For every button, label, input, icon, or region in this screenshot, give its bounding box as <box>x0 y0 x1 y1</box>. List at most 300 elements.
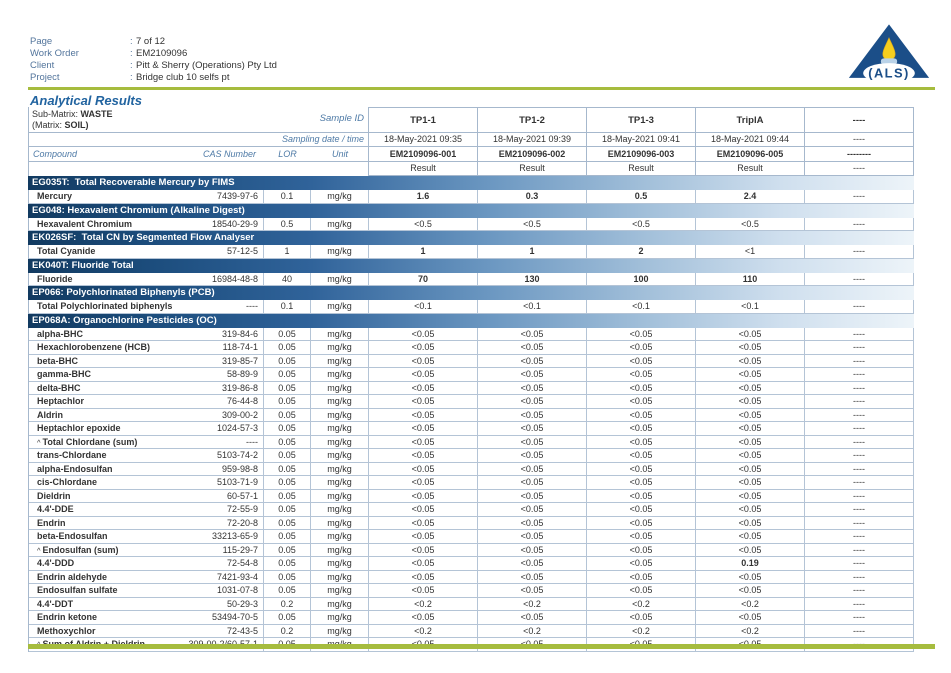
header-field-value: Bridge club 10 selfs pt <box>136 72 230 83</box>
result-value: <0.05 <box>587 490 696 504</box>
result-label-cell: Result <box>478 162 587 176</box>
result-value: <0.05 <box>369 490 478 504</box>
result-value: <0.05 <box>696 436 805 450</box>
compound-name: Heptachlor epoxide <box>29 422 184 436</box>
result-value: ---- <box>805 190 914 204</box>
cas-number: 319-86-8 <box>184 382 264 396</box>
unit-value: mg/kg <box>311 300 369 314</box>
lor-value: 0.05 <box>264 368 311 382</box>
unit-value: mg/kg <box>311 368 369 382</box>
lor-value: 0.05 <box>264 395 311 409</box>
result-value: <0.05 <box>369 517 478 531</box>
result-value: 1 <box>478 245 587 259</box>
result-value: <0.2 <box>696 598 805 612</box>
column-headers <box>29 147 369 162</box>
result-value: <0.05 <box>478 557 587 571</box>
footnote-caret: ^ <box>37 545 41 555</box>
result-value: ---- <box>805 530 914 544</box>
method-sections <box>28 176 914 652</box>
compound-name: ^ Total Chlordane (sum) <box>29 436 184 450</box>
result-value: <0.05 <box>369 557 478 571</box>
result-value: <0.05 <box>369 395 478 409</box>
unit-value: mg/kg <box>311 517 369 531</box>
result-value: <0.05 <box>478 341 587 355</box>
lor-value: 0.2 <box>264 625 311 639</box>
result-value: <0.05 <box>478 584 587 598</box>
result-value: <0.05 <box>587 436 696 450</box>
result-value: <0.2 <box>369 625 478 639</box>
section-header: EG048: Hexavalent Chromium (Alkaline Digest) <box>28 204 914 218</box>
result-value: 1.6 <box>369 190 478 204</box>
lor-value: 0.1 <box>264 300 311 314</box>
result-value: <0.05 <box>369 449 478 463</box>
result-value: <0.05 <box>696 449 805 463</box>
result-value: <0.05 <box>587 341 696 355</box>
result-value: <0.05 <box>696 611 805 625</box>
result-value: <0.1 <box>369 300 478 314</box>
result-value: <0.05 <box>587 395 696 409</box>
compound-name: delta-BHC <box>29 382 184 396</box>
header-field <box>30 60 277 72</box>
header-field-value: Pitt & Sherry (Operations) Pty Ltd <box>136 60 277 71</box>
table-row <box>28 503 914 517</box>
header-field-separator: : <box>130 72 133 83</box>
result-value: <0.05 <box>696 476 805 490</box>
section-header: EK040T: Fluoride Total <box>28 259 914 273</box>
unit-value: mg/kg <box>311 273 369 287</box>
result-value: <0.05 <box>587 368 696 382</box>
result-value: <0.05 <box>369 422 478 436</box>
table-row <box>28 571 914 585</box>
result-value: <0.2 <box>587 598 696 612</box>
compound-name: Hexachlorobenzene (HCB) <box>29 341 184 355</box>
cas-number: 118-74-1 <box>184 341 264 355</box>
compound-name: Total Polychlorinated biphenyls <box>29 300 184 314</box>
sampling-label: Sampling date / time <box>29 133 369 147</box>
sample-id-header-row <box>28 107 914 133</box>
result-value: <0.05 <box>696 503 805 517</box>
header-field-separator: : <box>130 48 133 59</box>
header-field-label: Client <box>30 60 55 71</box>
header-field-value: EM2109096 <box>136 48 188 59</box>
result-value: <0.05 <box>369 544 478 558</box>
table-row <box>28 218 914 232</box>
cas-number: 959-98-8 <box>184 463 264 477</box>
result-value: ---- <box>805 409 914 423</box>
result-value: <0.05 <box>369 584 478 598</box>
compound-name: 4.4'-DDD <box>29 557 184 571</box>
unit-value: mg/kg <box>311 625 369 639</box>
result-value: <0.5 <box>587 218 696 232</box>
compound-name: Aldrin <box>29 409 184 423</box>
result-value: ---- <box>805 422 914 436</box>
result-value: 0.19 <box>696 557 805 571</box>
unit-value: mg/kg <box>311 598 369 612</box>
cas-number: 60-57-1 <box>184 490 264 504</box>
table-row <box>28 544 914 558</box>
compound-name: Total Cyanide <box>29 245 184 259</box>
result-label-cell: Result <box>369 162 478 176</box>
result-value: <0.05 <box>369 436 478 450</box>
lor-value: 0.05 <box>264 544 311 558</box>
unit-value: mg/kg <box>311 382 369 396</box>
unit-value: mg/kg <box>311 530 369 544</box>
sampling-datetime-cell: 18-May-2021 09:35 <box>369 133 478 147</box>
table-row <box>28 368 914 382</box>
unit-value: mg/kg <box>311 490 369 504</box>
result-value: <0.2 <box>587 625 696 639</box>
result-value: <0.05 <box>369 409 478 423</box>
result-value: ---- <box>805 598 914 612</box>
result-value: <0.05 <box>369 382 478 396</box>
result-value: ---- <box>805 382 914 396</box>
result-value: <0.05 <box>587 355 696 369</box>
compound-name: trans-Chlordane <box>29 449 184 463</box>
result-label-cell: Result <box>587 162 696 176</box>
result-value: <0.05 <box>478 530 587 544</box>
result-value: <0.05 <box>696 341 805 355</box>
result-value: <0.05 <box>696 544 805 558</box>
lab-id-cell: EM2109096-001 <box>369 147 478 162</box>
compound-name: Methoxychlor <box>29 625 184 639</box>
lor-value: 0.05 <box>264 557 311 571</box>
table-row <box>28 436 914 450</box>
compound-name: alpha-Endosulfan <box>29 463 184 477</box>
result-value: 130 <box>478 273 587 287</box>
cas-number: ---- <box>184 436 264 450</box>
cas-number: ---- <box>184 300 264 314</box>
compound-name: ^ Endosulfan (sum) <box>29 544 184 558</box>
compound-name: Endrin ketone <box>29 611 184 625</box>
column-header-row <box>28 147 914 162</box>
table-row <box>28 395 914 409</box>
sample-id-cell: TP1-1 <box>369 107 478 133</box>
result-value: <0.05 <box>478 355 587 369</box>
lor-value: 0.05 <box>264 530 311 544</box>
lor-value: 1 <box>264 245 311 259</box>
header-field-separator: : <box>130 60 133 71</box>
result-value: 2.4 <box>696 190 805 204</box>
lor-value: 0.05 <box>264 328 311 342</box>
table-row <box>28 530 914 544</box>
submatrix-label: Sub-Matrix: <box>32 109 79 119</box>
sample-id-cell: TP1-3 <box>587 107 696 133</box>
header-field-separator: : <box>130 36 133 47</box>
result-value: ---- <box>805 463 914 477</box>
result-value: <0.05 <box>587 463 696 477</box>
result-value: <0.05 <box>696 584 805 598</box>
report-header-fields <box>30 36 277 84</box>
table-row <box>28 463 914 477</box>
unit-value: mg/kg <box>311 571 369 585</box>
cas-number: 1031-07-8 <box>184 584 264 598</box>
submatrix-cell <box>29 107 369 133</box>
result-value: ---- <box>805 544 914 558</box>
result-value: <0.1 <box>478 300 587 314</box>
result-value: ---- <box>805 355 914 369</box>
section-header: EP066: Polychlorinated Biphenyls (PCB) <box>28 286 914 300</box>
cas-number: 309-00-2 <box>184 409 264 423</box>
result-value: <0.05 <box>587 382 696 396</box>
result-value: <0.05 <box>478 463 587 477</box>
result-value: <0.05 <box>478 436 587 450</box>
result-value: <0.2 <box>369 598 478 612</box>
result-value: <0.05 <box>587 422 696 436</box>
unit-value: mg/kg <box>311 544 369 558</box>
result-value: <0.05 <box>369 571 478 585</box>
section-header: EP068A: Organochlorine Pesticides (OC) <box>28 314 914 328</box>
result-value: <0.05 <box>696 463 805 477</box>
result-value: <0.2 <box>696 625 805 639</box>
result-value: 1 <box>369 245 478 259</box>
cas-number: 1024-57-3 <box>184 422 264 436</box>
result-value: <0.05 <box>478 611 587 625</box>
sampling-datetime-cell: 18-May-2021 09:44 <box>696 133 805 147</box>
lor-value: 0.05 <box>264 571 311 585</box>
result-value: ---- <box>805 557 914 571</box>
unit-column-header: Unit <box>331 149 348 159</box>
compound-name: alpha-BHC <box>29 328 184 342</box>
cas-number: 72-54-8 <box>184 557 264 571</box>
cas-number: 58-89-9 <box>184 368 264 382</box>
compound-name: beta-Endosulfan <box>29 530 184 544</box>
page-title: Analytical Results <box>30 93 142 108</box>
result-value: <0.05 <box>369 368 478 382</box>
result-value: <0.05 <box>696 490 805 504</box>
result-value: 110 <box>696 273 805 287</box>
result-value: <0.2 <box>478 625 587 639</box>
result-value: <0.05 <box>478 449 587 463</box>
unit-value: mg/kg <box>311 422 369 436</box>
unit-value: mg/kg <box>311 409 369 423</box>
unit-value: mg/kg <box>311 584 369 598</box>
cas-number: 5103-71-9 <box>184 476 264 490</box>
cas-number: 33213-65-9 <box>184 530 264 544</box>
compound-name: Fluoride <box>29 273 184 287</box>
table-row <box>28 341 914 355</box>
top-divider <box>28 87 935 90</box>
result-value: <0.05 <box>587 584 696 598</box>
result-value: <0.05 <box>369 341 478 355</box>
als-logo-icon <box>846 22 932 88</box>
result-value: <0.5 <box>478 218 587 232</box>
lor-column-header: LOR <box>278 149 297 159</box>
result-value: <0.05 <box>369 611 478 625</box>
result-value: ---- <box>805 571 914 585</box>
result-row-spacer <box>29 162 369 176</box>
lor-value: 0.05 <box>264 409 311 423</box>
lor-value: 0.05 <box>264 476 311 490</box>
unit-value: mg/kg <box>311 395 369 409</box>
table-row <box>28 190 914 204</box>
result-value: <0.05 <box>369 503 478 517</box>
result-value: <0.05 <box>587 476 696 490</box>
result-label-cell: Result <box>696 162 805 176</box>
result-value: <0.05 <box>369 328 478 342</box>
result-value: <0.5 <box>696 218 805 232</box>
header-field-label: Page <box>30 36 53 47</box>
result-value: <0.05 <box>587 503 696 517</box>
result-value: <0.05 <box>478 422 587 436</box>
result-value: <0.05 <box>369 463 478 477</box>
result-value: <0.05 <box>587 328 696 342</box>
unit-value: mg/kg <box>311 218 369 232</box>
lor-value: 0.05 <box>264 355 311 369</box>
table-row <box>28 273 914 287</box>
cas-column-header: CAS Number <box>202 149 256 159</box>
result-value: <0.05 <box>587 571 696 585</box>
cas-number: 115-29-7 <box>184 544 264 558</box>
result-value: <0.05 <box>587 557 696 571</box>
result-value: <0.2 <box>478 598 587 612</box>
lor-value: 0.05 <box>264 382 311 396</box>
unit-value: mg/kg <box>311 449 369 463</box>
result-value: ---- <box>805 490 914 504</box>
matrix-label: (Matrix: <box>32 120 62 130</box>
sample-id-cell: TriplA <box>696 107 805 133</box>
result-value: 70 <box>369 273 478 287</box>
unit-value: mg/kg <box>311 463 369 477</box>
analytical-results-table <box>28 107 914 652</box>
result-value: ---- <box>805 584 914 598</box>
compound-name: Hexavalent Chromium <box>29 218 184 232</box>
result-value: <0.05 <box>587 449 696 463</box>
cas-number: 5103-74-2 <box>184 449 264 463</box>
section-header: EG035T: Total Recoverable Mercury by FIMS <box>28 176 914 190</box>
result-value: <0.05 <box>478 544 587 558</box>
lor-value: 0.5 <box>264 218 311 232</box>
result-value: ---- <box>805 395 914 409</box>
compound-name: gamma-BHC <box>29 368 184 382</box>
cas-number: 50-29-3 <box>184 598 264 612</box>
sample-id-label: Sample ID <box>319 113 364 124</box>
result-value: <0.05 <box>587 611 696 625</box>
compound-column-header: Compound <box>33 149 78 159</box>
result-value: <0.05 <box>478 409 587 423</box>
table-row <box>28 598 914 612</box>
lor-value: 0.05 <box>264 463 311 477</box>
result-value: <0.05 <box>696 382 805 396</box>
result-label-cell: ---- <box>805 162 914 176</box>
compound-name: Dieldrin <box>29 490 184 504</box>
table-row <box>28 328 914 342</box>
table-row <box>28 625 914 639</box>
result-value: ---- <box>805 300 914 314</box>
cas-number: 16984-48-8 <box>184 273 264 287</box>
svg-text:(ALS): (ALS) <box>868 65 910 81</box>
unit-value: mg/kg <box>311 341 369 355</box>
lor-value: 0.05 <box>264 490 311 504</box>
result-value: <0.05 <box>478 395 587 409</box>
lor-value: 0.05 <box>264 517 311 531</box>
bottom-divider <box>28 644 935 649</box>
result-value: ---- <box>805 341 914 355</box>
table-row <box>28 355 914 369</box>
unit-value: mg/kg <box>311 190 369 204</box>
table-row <box>28 382 914 396</box>
result-value: ---- <box>805 436 914 450</box>
table-row <box>28 409 914 423</box>
cas-number: 72-55-9 <box>184 503 264 517</box>
result-value: <0.05 <box>478 328 587 342</box>
footnote-caret: ^ <box>37 437 41 447</box>
result-value: 100 <box>587 273 696 287</box>
compound-name: 4.4'-DDE <box>29 503 184 517</box>
result-value: <0.05 <box>478 517 587 531</box>
cas-number: 76-44-8 <box>184 395 264 409</box>
result-value: ---- <box>805 245 914 259</box>
compound-name: 4.4'-DDT <box>29 598 184 612</box>
unit-value: mg/kg <box>311 436 369 450</box>
cas-number: 319-84-6 <box>184 328 264 342</box>
result-value: 2 <box>587 245 696 259</box>
result-value: ---- <box>805 625 914 639</box>
matrix-value: SOIL) <box>64 120 89 130</box>
table-row <box>28 476 914 490</box>
result-value: <0.05 <box>587 530 696 544</box>
table-row <box>28 611 914 625</box>
result-value: <0.05 <box>478 382 587 396</box>
lor-value: 0.2 <box>264 598 311 612</box>
result-value: <0.5 <box>369 218 478 232</box>
table-row <box>28 517 914 531</box>
sampling-datetime-cell: ---- <box>805 133 914 147</box>
cas-number: 72-43-5 <box>184 625 264 639</box>
lor-value: 0.05 <box>264 436 311 450</box>
compound-name: Mercury <box>29 190 184 204</box>
header-field-label: Work Order <box>30 48 79 59</box>
cas-number: 72-20-8 <box>184 517 264 531</box>
compound-name: Endrin aldehyde <box>29 571 184 585</box>
table-row <box>28 300 914 314</box>
result-value: ---- <box>805 517 914 531</box>
cas-number: 53494-70-5 <box>184 611 264 625</box>
table-row <box>28 245 914 259</box>
lor-value: 0.05 <box>264 449 311 463</box>
result-value: <0.05 <box>696 571 805 585</box>
result-value: <0.05 <box>696 517 805 531</box>
header-field <box>30 72 277 84</box>
result-value: ---- <box>805 328 914 342</box>
result-value: 0.3 <box>478 190 587 204</box>
unit-value: mg/kg <box>311 503 369 517</box>
lor-value: 0.1 <box>264 190 311 204</box>
als-logo <box>846 22 932 88</box>
cas-number: 57-12-5 <box>184 245 264 259</box>
result-value: <0.05 <box>478 476 587 490</box>
result-value: <0.1 <box>587 300 696 314</box>
result-value: <0.1 <box>696 300 805 314</box>
result-value: <0.05 <box>696 422 805 436</box>
table-row <box>28 422 914 436</box>
result-value: <0.05 <box>369 476 478 490</box>
cas-number: 7421-93-4 <box>184 571 264 585</box>
lab-id-cell: EM2109096-003 <box>587 147 696 162</box>
lor-value: 0.05 <box>264 503 311 517</box>
result-value: <0.05 <box>696 328 805 342</box>
cas-number: 319-85-7 <box>184 355 264 369</box>
compound-name: Heptachlor <box>29 395 184 409</box>
lab-id-cell: EM2109096-005 <box>696 147 805 162</box>
table-row <box>28 584 914 598</box>
sample-id-cell: TP1-2 <box>478 107 587 133</box>
result-value: ---- <box>805 273 914 287</box>
result-value: ---- <box>805 611 914 625</box>
result-value: <0.05 <box>587 409 696 423</box>
lor-value: 40 <box>264 273 311 287</box>
cas-number: 7439-97-6 <box>184 190 264 204</box>
header-field-value: 7 of 12 <box>136 36 166 47</box>
